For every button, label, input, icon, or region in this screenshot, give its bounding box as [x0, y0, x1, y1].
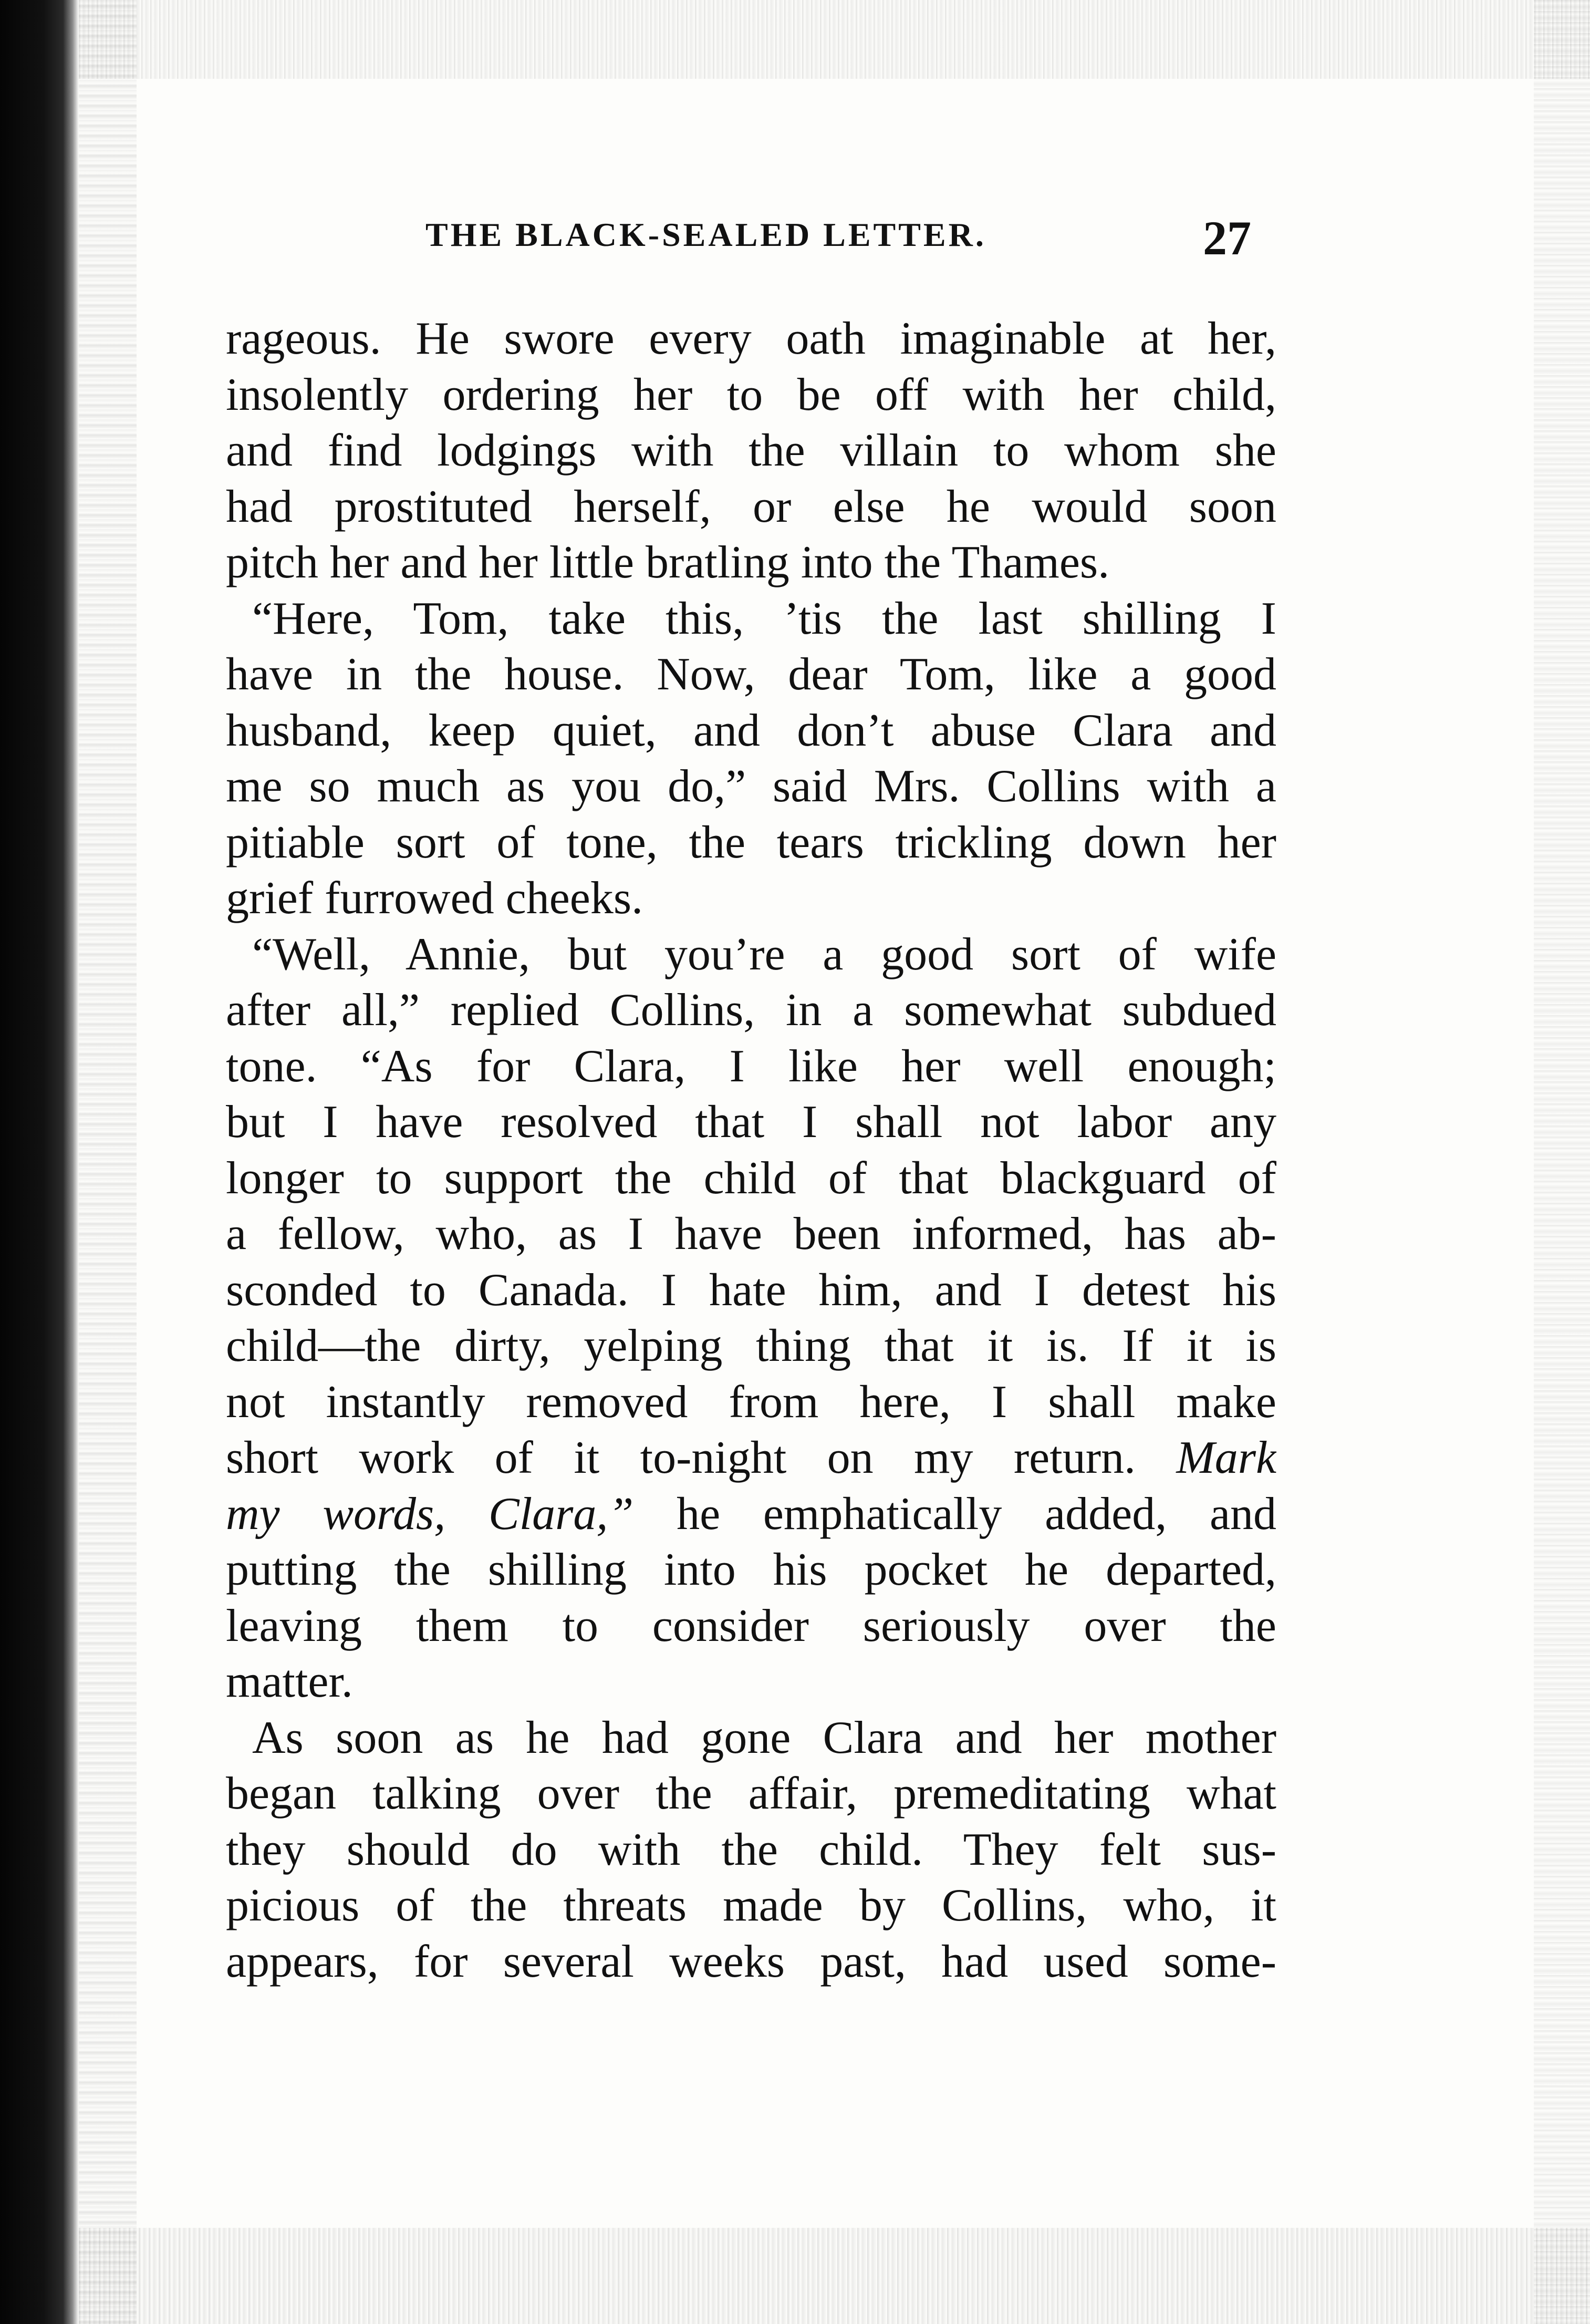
top-scan-noise [79, 0, 1590, 79]
page-number: 27 [1203, 211, 1251, 265]
text-line: matter. [226, 1656, 353, 1707]
text-line: a fellow, who, as I have been informed, has ab- [226, 1209, 1276, 1259]
text-segment: short work of it to-night on my return. [226, 1432, 1136, 1483]
binding-speckle [79, 0, 137, 2324]
text-line: me so much as you do,” said Mrs. Collins with a [226, 761, 1276, 812]
text-line: sconded to Canada. I hate him, and I detest his [226, 1264, 1276, 1316]
text-line: pitiable sort of tone, the tears trickling down her [226, 817, 1276, 868]
text-line: “Here, Tom, take this, ’tis the last shilling I [252, 593, 1276, 644]
text-line: began talking over the affair, premeditating what [226, 1768, 1276, 1819]
text-line: leaving them to consider seriously over the [226, 1600, 1276, 1651]
binding-shadow [0, 0, 79, 2324]
text-line: not instantly removed from here, I shall make [226, 1376, 1276, 1428]
text-line: husband, keep quiet, and don’t abuse Clara and [226, 705, 1276, 756]
text-line: and find lodgings with the villain to whom she [226, 425, 1276, 476]
text-line: picious of the threats made by Collins, who, it [226, 1880, 1276, 1931]
text-line: putting the shilling into his pocket he departed, [226, 1544, 1276, 1595]
text-line: child—the dirty, yelping thing that it is. If it is [226, 1320, 1276, 1371]
italic-segment: my words, Clara,” [226, 1488, 634, 1540]
text-line: have in the house. Now, dear Tom, like a good [226, 649, 1276, 700]
text-line: longer to support the child of that blackguard of [226, 1152, 1276, 1204]
italic-segment: Mark [1176, 1432, 1276, 1483]
text-line: but I have resolved that I shall not labor any [226, 1097, 1276, 1148]
right-scan-noise [1534, 0, 1590, 2324]
text-line: grief furrowed cheeks. [226, 873, 643, 924]
text-line: rageous. He swore every oath imaginable at her, [226, 313, 1276, 364]
text-line: As soon as he had gone Clara and her mother [252, 1712, 1276, 1763]
text-line: “Well, Annie, but you’re a good sort of wife [252, 928, 1276, 980]
text-segment: he emphatically added, and [677, 1488, 1276, 1540]
text-line-mixed [226, 1430, 1276, 1486]
text-line: had prostituted herself, or else he would soon [226, 481, 1276, 532]
text-line-mixed [226, 1486, 1276, 1543]
text-line: appears, for several weeks past, had used some- [226, 1936, 1276, 1987]
text-line: they should do with the child. They felt sus- [226, 1824, 1276, 1875]
running-head: THE BLACK-SEALED LETTER. [425, 216, 986, 253]
text-line: tone. “As for Clara, I like her well enough; [226, 1040, 1276, 1092]
text-line: pitch her and her little bratling into the Thames. [226, 537, 1110, 588]
text-line: after all,” replied Collins, in a somewhat subdued [226, 985, 1276, 1036]
text-line: insolently ordering her to be off with her child, [226, 369, 1276, 420]
body-text [226, 311, 1276, 1990]
bottom-scan-noise [79, 2228, 1590, 2324]
